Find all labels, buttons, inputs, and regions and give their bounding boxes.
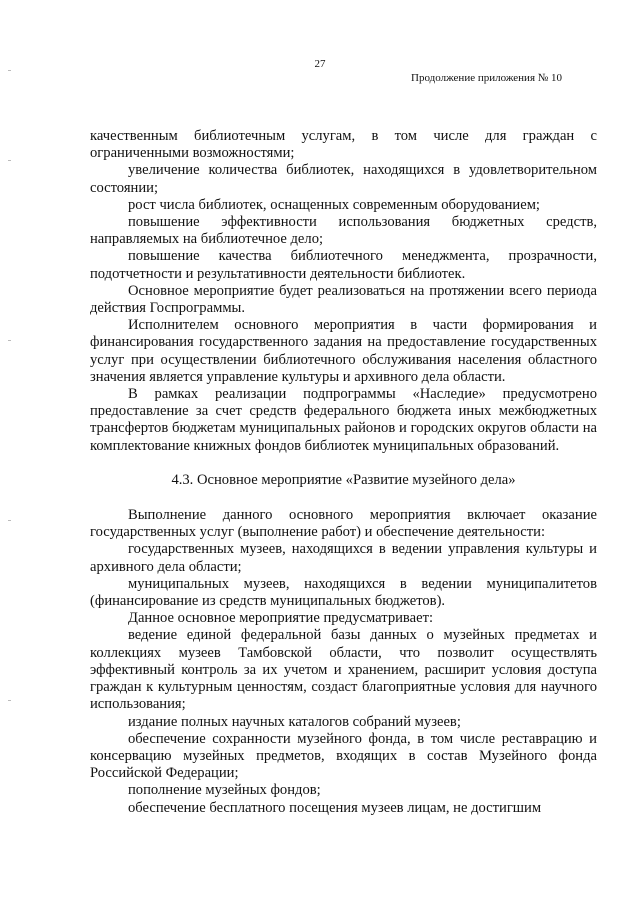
document-body — [90, 128, 597, 817]
paragraph: рост числа библиотек, оснащенных современным оборудованием; — [128, 196, 540, 213]
paragraph: качественным библиотечным услугам, в том числе для граждан с ограниченными возможностями; — [90, 128, 597, 162]
paragraph: издание полных научных каталогов собраний музеев; — [128, 713, 461, 730]
paragraph: увеличение количества библиотек, находящихся в удовлетворительном состоянии; — [90, 162, 597, 196]
page-number: 27 — [314, 58, 326, 70]
paragraph: государственных музеев, находящихся в ведении управления культуры и архивного дела области; — [90, 541, 597, 575]
section-heading: 4.3. Основное мероприятие «Развитие музейного дела» — [171, 471, 516, 488]
appendix-note: Продолжение приложения № 10 — [411, 72, 562, 84]
paragraph: В рамках реализации подпрограммы «Наследие» предусмотрено предоставление за счет средств федерального бюджета иных межбюджетных трансфертов бюджетам муниципальных районов и городских округов области на комплектование книжных фондов библиотек муниципальных образований. — [90, 386, 597, 454]
paragraph: обеспечение бесплатного посещения музеев лицам, не достигшим — [128, 799, 542, 816]
paragraph: повышение качества библиотечного менеджмента, прозрачности, подотчетности и результативности деятельности библиотек. — [90, 248, 597, 282]
paragraph: Выполнение данного основного мероприятия включает оказание государственных услуг (выполнение работ) и обеспечение деятельности: — [90, 507, 597, 541]
paragraph: Исполнителем основного мероприятия в части формирования и финансирования государственного задания на предоставление государственных услуг при осуществлении библиотечного обслуживания населения областного значения является управление культуры и архивного дела области. — [90, 317, 597, 385]
margin-mark — [8, 70, 11, 71]
paragraph: пополнение музейных фондов; — [128, 782, 321, 799]
paragraph: Основное мероприятие будет реализоваться на протяжении всего периода действия Госпрограммы. — [90, 282, 597, 317]
margin-mark — [8, 160, 11, 161]
margin-mark — [8, 340, 11, 341]
paragraph: ведение единой федеральной базы данных о музейных предметах и коллекциях музеев Тамбовской области, что позволит осуществлять эффективный контроль за их учетом и хранением, расширит условия доступа граждан к культурным ценностям, создаст благоприятные условия для научного использования; — [90, 627, 597, 713]
margin-mark — [8, 520, 11, 521]
paragraph: обеспечение сохранности музейного фонда, в том числе реставрацию и консервацию музейных предметов, входящих в состав Музейного фонда Российской Федерации; — [90, 730, 597, 782]
paragraph: повышение эффективности использования бюджетных средств, направляемых на библиотечное дело; — [90, 214, 597, 248]
paragraph: Данное основное мероприятие предусматривает: — [128, 610, 434, 627]
paragraph: муниципальных музеев, находящихся в ведении муниципалитетов (финансирование из средств муниципальных бюджетов). — [90, 575, 597, 610]
margin-mark — [8, 700, 11, 701]
